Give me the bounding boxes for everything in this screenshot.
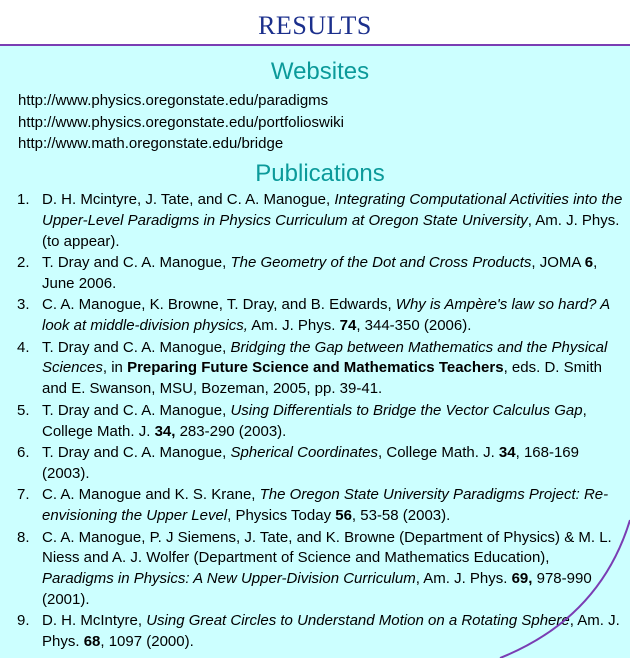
publication-citation xyxy=(42,190,624,252)
citation-text: , June 2006. xyxy=(42,254,598,292)
citation-text: T. Dray and C. A. Manogue, xyxy=(42,444,231,461)
citation-volume: 69, xyxy=(511,570,533,588)
publication-citation xyxy=(42,485,624,527)
citation-text: D. H. Mcintyre, J. Tate, and C. A. Manogue, xyxy=(42,191,335,208)
citation-title: Using Great Circles to Understand Motion on a Rotating Sphere xyxy=(146,612,570,630)
citation-text: 283-290 (2003). xyxy=(175,422,287,440)
publication-number: 9. xyxy=(17,612,30,630)
citation-title: The Geometry of the Dot and Cross Products xyxy=(230,254,532,272)
citation-text: , College Math. J. xyxy=(378,444,499,461)
citation-text: , 344-350 (2006). xyxy=(356,317,472,335)
header-divider xyxy=(0,44,630,46)
publications-list xyxy=(0,190,630,654)
citation-text: , College Math. J. xyxy=(42,401,587,440)
publication-number: 3. xyxy=(17,296,30,314)
publication-item xyxy=(0,611,630,653)
citation-text: 978-990 (2001). xyxy=(42,570,592,608)
publication-number: 4. xyxy=(17,338,30,356)
publication-citation xyxy=(42,443,624,485)
citation-text: T. Dray and C. A. Manogue, xyxy=(42,338,231,356)
citation-text: T. Dray and C. A. Manogue, xyxy=(42,401,231,419)
publication-citation xyxy=(42,295,624,337)
publication-item xyxy=(0,485,630,527)
citation-text: , 1097 (2000). xyxy=(100,633,194,651)
publication-citation xyxy=(42,528,624,611)
citation-text: C. A. Manogue, K. Browne, T. Dray, and B. Edwards, xyxy=(42,296,396,314)
citation-text: Am. J. Phys. xyxy=(247,317,340,335)
citation-title: Using Differentials to Bridge the Vector Calculus Gap xyxy=(230,401,583,419)
publication-item xyxy=(0,295,630,337)
citation-text: , Physics Today xyxy=(227,507,336,525)
citation-text: , in xyxy=(102,359,128,377)
publication-citation xyxy=(42,611,624,653)
publication-citation xyxy=(42,253,624,295)
citation-text: D. H. McIntyre, xyxy=(42,612,147,630)
publication-item xyxy=(0,401,630,443)
publication-number: 2. xyxy=(17,254,30,272)
citation-volume: 34 xyxy=(498,444,516,461)
page-title: RESULTS xyxy=(258,11,372,40)
publications-heading: Publications xyxy=(255,160,385,187)
website-link[interactable]: http://www.math.oregonstate.edu/bridge xyxy=(18,135,284,152)
publication-number: 8. xyxy=(17,528,30,546)
websites-heading: Websites xyxy=(270,58,370,85)
citation-text: , Am. J. Phys. xyxy=(415,570,512,588)
citation-text: , 168-169 (2003). xyxy=(42,444,579,482)
publication-item xyxy=(0,443,630,485)
publication-citation xyxy=(42,401,624,443)
citation-text: , JOMA xyxy=(531,254,585,272)
citation-text: T. Dray and C. A. Manogue, xyxy=(42,254,231,272)
website-link[interactable]: http://www.physics.oregonstate.edu/portfolioswiki xyxy=(18,113,344,131)
citation-text: , Am. J. Phys. xyxy=(42,612,620,651)
publication-item xyxy=(0,528,630,611)
citation-volume: Preparing Future Science and Mathematics Teachers xyxy=(127,359,504,377)
citation-volume: 6 xyxy=(584,254,594,272)
citation-title: The Oregon State University Paradigms Project: Re-envisioning the Upper Level xyxy=(42,486,609,525)
citation-text: , 53-58 (2003). xyxy=(351,507,451,525)
citation-volume: 74 xyxy=(339,317,357,335)
publication-item xyxy=(0,253,630,295)
citation-title: Paradigms in Physics: A New Upper-Division Curriculum xyxy=(42,570,416,588)
website-link[interactable]: http://www.physics.oregonstate.edu/paradigms xyxy=(18,92,329,109)
citation-volume: 68 xyxy=(83,633,101,651)
publication-number: 5. xyxy=(17,401,30,419)
publication-item xyxy=(0,338,630,400)
websites-list xyxy=(18,90,618,155)
publication-citation xyxy=(42,338,624,400)
citation-volume: 56 xyxy=(335,507,352,525)
citation-title: Integrating Computational Activities into the Upper-Level Paradigms in Physics Curriculum at Oregon State University xyxy=(42,191,623,229)
citation-volume: 34, xyxy=(154,422,176,440)
publication-number: 6. xyxy=(17,444,30,461)
citation-title: Bridging the Gap between Mathematics and the Physical Sciences xyxy=(42,338,608,377)
citation-text: , Am. J. Phys. (to appear). xyxy=(42,211,620,250)
publication-item xyxy=(0,190,630,252)
citation-title: Spherical Coordinates xyxy=(230,444,379,461)
citation-title: Why is Ampère's law so hard? A look at middle-division physics, xyxy=(42,296,610,335)
citation-text: C. A. Manogue and K. S. Krane, xyxy=(42,486,260,504)
citation-text: C. A. Manogue, P. J Siemens, J. Tate, and K. Browne (Department of Physics) & M. L. Niess and A. J. Wolfer (Department of Science and Mathematics Education), xyxy=(42,528,612,567)
citation-text: , eds. D. Smith and E. Swanson, MSU, Bozeman, 2005, pp. 39-41. xyxy=(42,359,602,398)
publication-number: 1. xyxy=(17,191,30,208)
publication-number: 7. xyxy=(17,486,30,504)
